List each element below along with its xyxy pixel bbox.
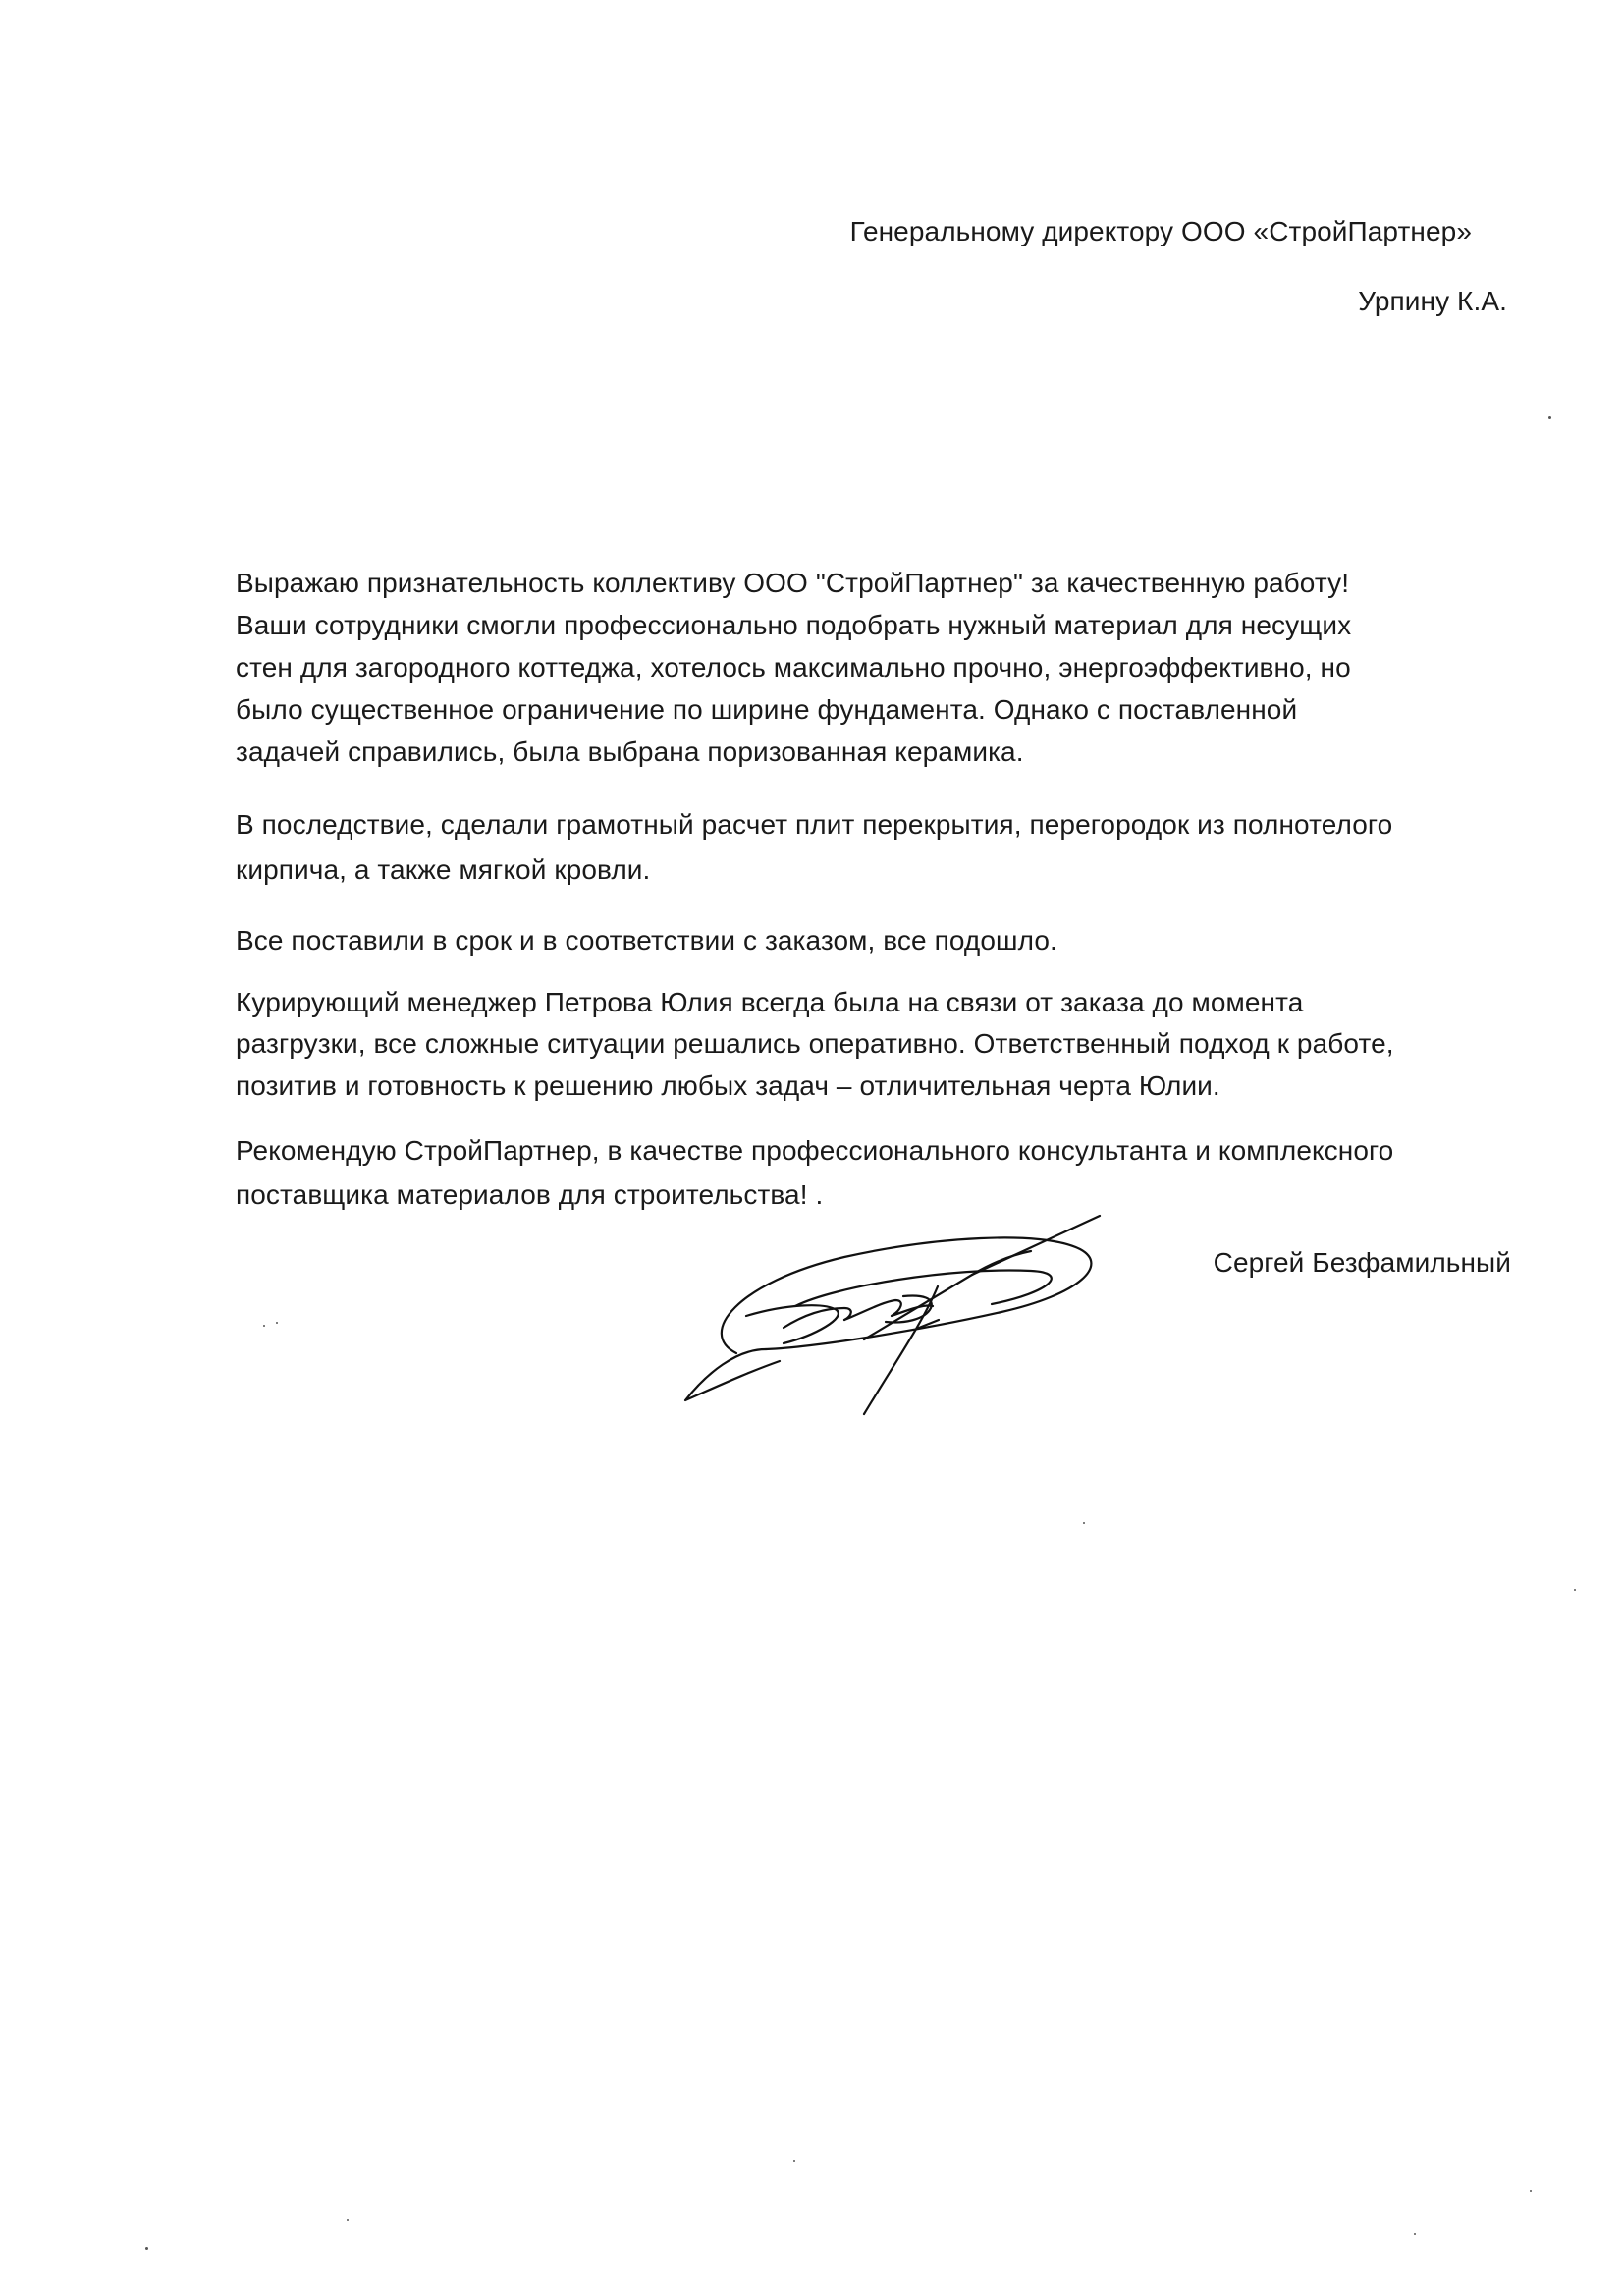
body-line: задачей справились, была выбрана поризованная керамика. (236, 737, 1024, 767)
scan-speck (276, 1322, 278, 1324)
body-line: кирпича, а также мягкой кровли. (236, 854, 651, 885)
handwritten-signature (677, 1206, 1188, 1422)
body-line: позитив и готовность к решению любых задач – отличительная черта Юлии. (236, 1070, 1220, 1101)
scan-speck (347, 2219, 349, 2221)
scan-speck (263, 1325, 265, 1327)
scan-speck (1530, 2190, 1532, 2192)
body-line: стен для загородного коттеджа, хотелось максимально прочно, энергоэффективно, но (236, 652, 1351, 683)
body-line: Ваши сотрудники смогли профессионально подобрать нужный материал для несущих (236, 610, 1352, 640)
signer-name: Сергей Безфамильный (1213, 1247, 1511, 1278)
scan-speck (793, 2160, 795, 2162)
body-line: Курирующий менеджер Петрова Юлия всегда была на связи от заказа до момента (236, 987, 1304, 1017)
scan-speck (1414, 2233, 1416, 2235)
scan-speck (1574, 1589, 1576, 1591)
body-line: Рекомендую СтройПартнер, в качестве профессионального консультанта и комплексного (236, 1135, 1394, 1166)
body-line: В последствие, сделали грамотный расчет плит перекрытия, перегородок из полнотелого (236, 809, 1393, 840)
addressee-line-2: Урпину К.А. (1358, 286, 1507, 316)
body-line: разгрузки, все сложные ситуации решались оперативно. Ответственный подход к работе, (236, 1028, 1394, 1059)
scan-speck (1083, 1522, 1085, 1524)
scan-speck (145, 2247, 148, 2250)
body-line: Все поставили в срок и в соответствии с заказом, все подошло. (236, 925, 1057, 956)
addressee-line-1: Генеральному директору ООО «СтройПартнер» (849, 216, 1472, 246)
scan-speck (1548, 416, 1551, 419)
body-line: поставщика материалов для строительства! . (236, 1179, 824, 1210)
body-line: Выражаю признательность коллективу ООО "СтройПартнер" за качественную работу! (236, 568, 1350, 598)
body-line: было существенное ограничение по ширине фундамента. Однако с поставленной (236, 694, 1298, 725)
